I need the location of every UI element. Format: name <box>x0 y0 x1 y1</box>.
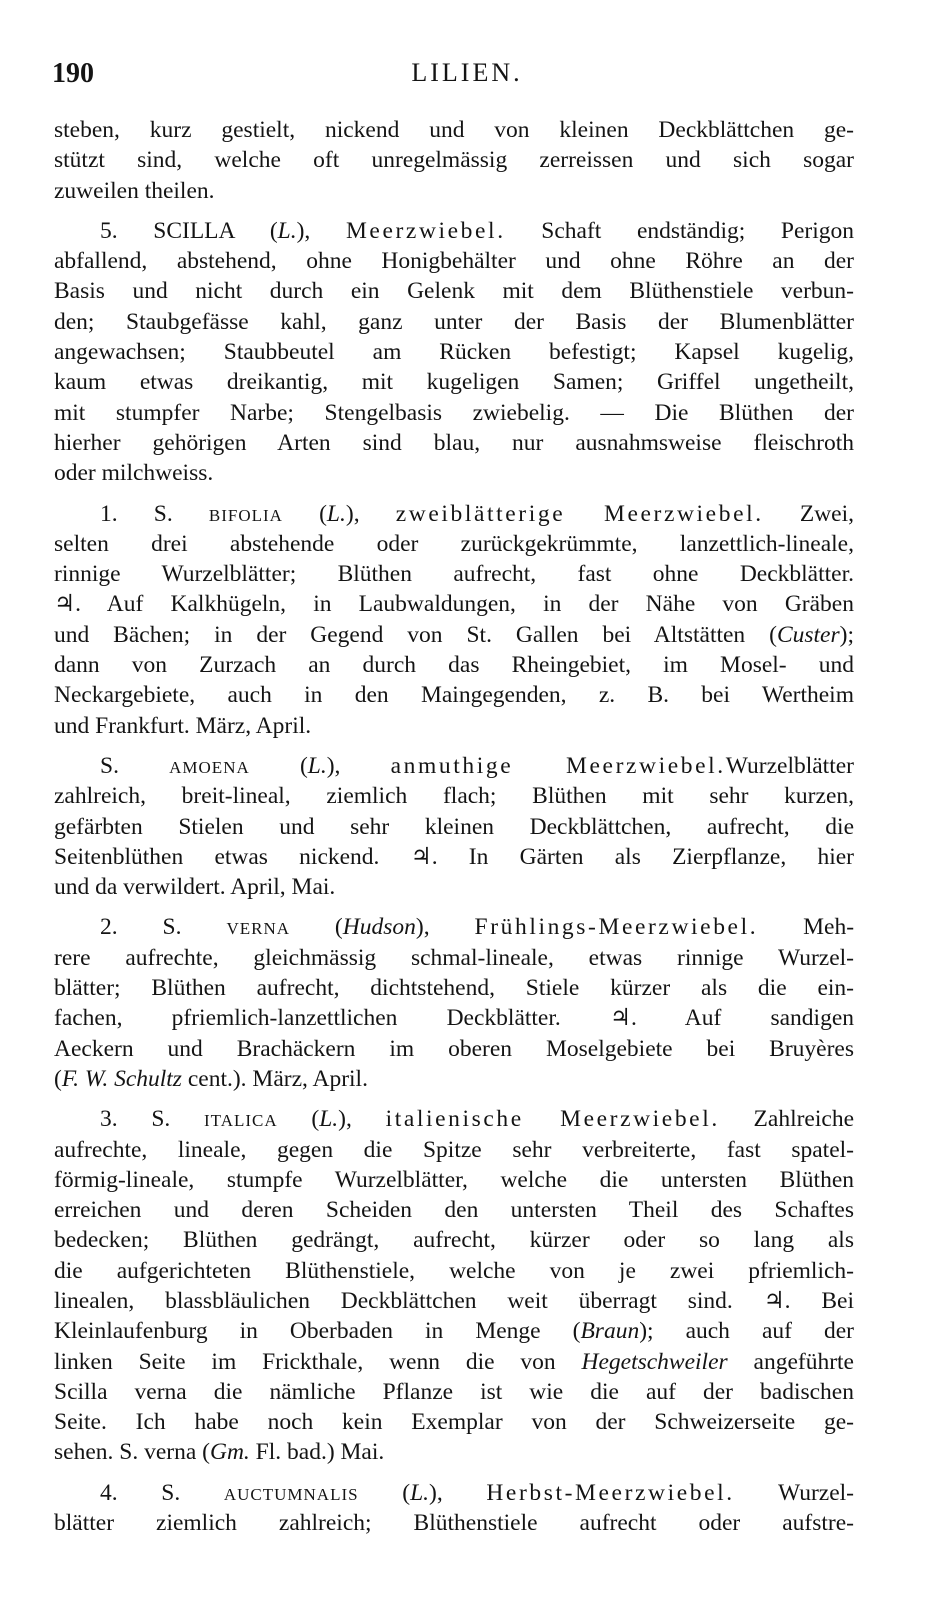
text-line: ♃. Auf Kalkhügeln, in Laubwaldungen, in der Nähe von Gräben <box>54 591 854 618</box>
running-title: LILIEN. <box>411 58 523 87</box>
text-line: dann von Zurzach an durch das Rheingebiet, im Mosel- und <box>54 652 854 679</box>
species-name: ITALICA <box>204 1111 278 1131</box>
genus-heading-scilla <box>54 216 854 246</box>
common-name: Frühlings-Meerzwiebel. <box>474 914 759 941</box>
text-line: stützt sind, welche oft unregelmässig zerreissen und sich sogar <box>54 147 854 174</box>
collector-name: Braun <box>580 1318 640 1345</box>
text-run: und Bächen; in der Gegend von St. Gallen bei Altstätten ( <box>54 621 777 648</box>
text-run: linken Seite im Frickthale, wenn die von <box>54 1348 582 1375</box>
text-run: ), <box>345 500 396 527</box>
author-name: Hegetschweiler <box>581 1348 728 1375</box>
species-name: AMOENA <box>169 757 250 777</box>
text-run: sehen. S. verna ( <box>54 1439 210 1466</box>
text-line: Seitenblüthen etwas nickend. ♃. In Gärten als Zierpflanze, hier <box>54 843 854 870</box>
text-line: blätter; Blüthen aufrecht, dichtstehend, Stiele kürzer als die ein- <box>54 975 854 1002</box>
text-line: angewachsen; Staubbeutel am Rücken befestigt; Kapsel kugelig, <box>54 339 854 366</box>
author-abbrev: L. <box>326 500 346 527</box>
text-line: und Frankfurt. März, April. <box>54 712 312 739</box>
collector-name: Custer <box>776 621 840 648</box>
text-line: abfallend, abstehend, ohne Honigbehälter und ohne Röhre an der <box>54 248 854 275</box>
text-run: ); auch auf der <box>639 1318 854 1345</box>
text-line: blätter ziemlich zahlreich; Blüthenstiele aufrecht oder aufstre- <box>54 1510 854 1537</box>
text-line: erreichen und deren Scheiden den untersten Theil des Schaftes <box>54 1197 854 1224</box>
author-abbrev: Gm. <box>209 1439 250 1466</box>
text-line: bedecken; Blüthen gedrängt, aufrecht, kürzer oder so lang als <box>54 1227 854 1254</box>
page-number: 190 <box>52 58 94 89</box>
text-line: fachen, pfriemlich-lanzettlichen Deckblätter. ♃. Auf sandigen <box>54 1005 854 1032</box>
text-run: ( <box>277 1106 320 1133</box>
text-run: 1. S. <box>100 500 209 527</box>
text-line: rinnige Wurzelblätter; Blüthen aufrecht, fast ohne Deckblätter. <box>54 561 854 588</box>
text-line: gefärbten Stielen und sehr kleinen Deckblättchen, aufrecht, die <box>54 813 854 840</box>
text-run: ), <box>415 914 475 941</box>
text-line: Aeckern und Brachäckern im oberen Moselgebiete bei Bruyères <box>54 1035 854 1062</box>
text-run: 5. SCILLA ( <box>100 217 278 244</box>
text-run: Wurzel- <box>734 1479 855 1506</box>
common-name: Herbst-Meerzwiebel. <box>486 1479 735 1506</box>
text-run: 4. S. <box>100 1479 224 1506</box>
text-line <box>54 1064 854 1094</box>
text-run: ( <box>358 1479 411 1506</box>
text-line: zuweilen theilen. <box>54 177 215 204</box>
text-run: Schaft endständig; Perigon <box>505 217 855 244</box>
text-line: Neckargebiete, auch in den Maingegenden, z. B. bei Wertheim <box>54 682 854 709</box>
text-run: ( <box>282 500 327 527</box>
text-line: und da verwildert. April, Mai. <box>54 874 336 901</box>
text-line: den; Staubgefässe kahl, ganz unter der Basis der Blumenblätter <box>54 308 854 335</box>
text-run: cent.). März, April. <box>181 1065 368 1092</box>
text-line: rere aufrechte, gleichmässig schmal-lineale, etwas rinnige Wurzel- <box>54 944 854 971</box>
text-run: Meh- <box>758 914 855 941</box>
text-line: zahlreich, breit-lineal, ziemlich flach; Blüthen mit sehr kurzen, <box>54 783 854 810</box>
text-run: ( <box>249 752 308 779</box>
text-line: kaum etwas dreikantig, mit kugeligen Samen; Griffel ungetheilt, <box>54 369 854 396</box>
author-abbrev: L. <box>410 1479 430 1506</box>
text-run: Wurzelblätter <box>725 752 854 779</box>
text-run: ); <box>839 621 854 648</box>
text-line: linealen, blassbläulichen Deckblättchen weit überragt sind. ♃. Bei <box>54 1287 854 1314</box>
species-heading-italica <box>54 1104 854 1134</box>
text-line: mit stumpfer Narbe; Stengelbasis zwiebelig. — Die Blüthen der <box>54 399 854 426</box>
author-abbrev: L. <box>319 1106 339 1133</box>
text-line: Basis und nicht durch ein Gelenk mit dem Blüthenstiele verbun- <box>54 278 854 305</box>
text-run: ), <box>429 1479 487 1506</box>
text-run: ( <box>54 1065 62 1092</box>
text-line: oder milchweiss. <box>54 460 214 487</box>
common-name: Meerzwiebel. <box>345 217 506 244</box>
text-run: ), <box>296 217 346 244</box>
text-line <box>54 1347 854 1377</box>
page-body <box>54 115 854 1538</box>
text-run: 3. S. <box>100 1106 205 1133</box>
text-run: angeführte <box>727 1348 854 1375</box>
text-line: aufrechte, lineale, gegen die Spitze sehr verbreiterte, fast spatel- <box>54 1136 854 1163</box>
species-heading-verna <box>54 912 854 942</box>
text-run: ), <box>338 1106 386 1133</box>
text-line: Scilla verna die nämliche Pflanze ist wie die auf der badischen <box>54 1378 854 1405</box>
species-name: BIFOLIA <box>208 505 283 525</box>
text-run: Kleinlaufenburg in Oberbaden in Menge ( <box>54 1318 581 1345</box>
common-name: zweiblätterige Meerzwiebel. <box>395 500 764 527</box>
species-name: AUCTUMNALIS <box>223 1484 359 1504</box>
species-heading-bifolia <box>54 499 854 529</box>
species-heading-amoena <box>54 751 854 781</box>
text-line: die aufgerichteten Blüthenstiele, welche von je zwei pfriemlich- <box>54 1257 854 1284</box>
common-name: anmuthige Meerzwiebel. <box>390 752 726 779</box>
author-abbrev: L. <box>277 217 297 244</box>
species-name: VERNA <box>226 919 290 939</box>
text-line <box>54 1437 854 1467</box>
species-heading-auctumnalis <box>54 1478 854 1508</box>
text-line <box>54 1316 854 1346</box>
text-run: ( <box>290 914 343 941</box>
text-run: Fl. bad.) Mai. <box>249 1439 385 1466</box>
text-line <box>54 620 854 650</box>
text-line: förmig-lineale, stumpfe Wurzelblätter, welche die untersten Blüthen <box>54 1166 854 1193</box>
common-name: italienische Meerzwiebel. <box>385 1106 720 1133</box>
page-header <box>52 58 882 98</box>
author-name: Hudson <box>342 914 416 941</box>
text-line: steben, kurz gestielt, nickend und von kleinen Deckblättchen ge- <box>54 117 854 143</box>
text-line: Seite. Ich habe noch kein Exemplar von der Schweizerseite ge- <box>54 1409 854 1436</box>
text-line: selten drei abstehende oder zurückgekrümmte, lanzettlich-lineale, <box>54 530 854 557</box>
text-run: S. <box>100 752 170 779</box>
text-line: hierher gehörigen Arten sind blau, nur ausnahmsweise fleischroth <box>54 429 854 456</box>
text-run: 2. S. <box>100 914 227 941</box>
text-run: Zwei, <box>763 500 855 527</box>
author-abbrev: L. <box>307 752 327 779</box>
text-run: ), <box>326 752 391 779</box>
text-run: Zahlreiche <box>719 1106 855 1133</box>
collector-name: F. W. Schultz <box>61 1065 182 1092</box>
